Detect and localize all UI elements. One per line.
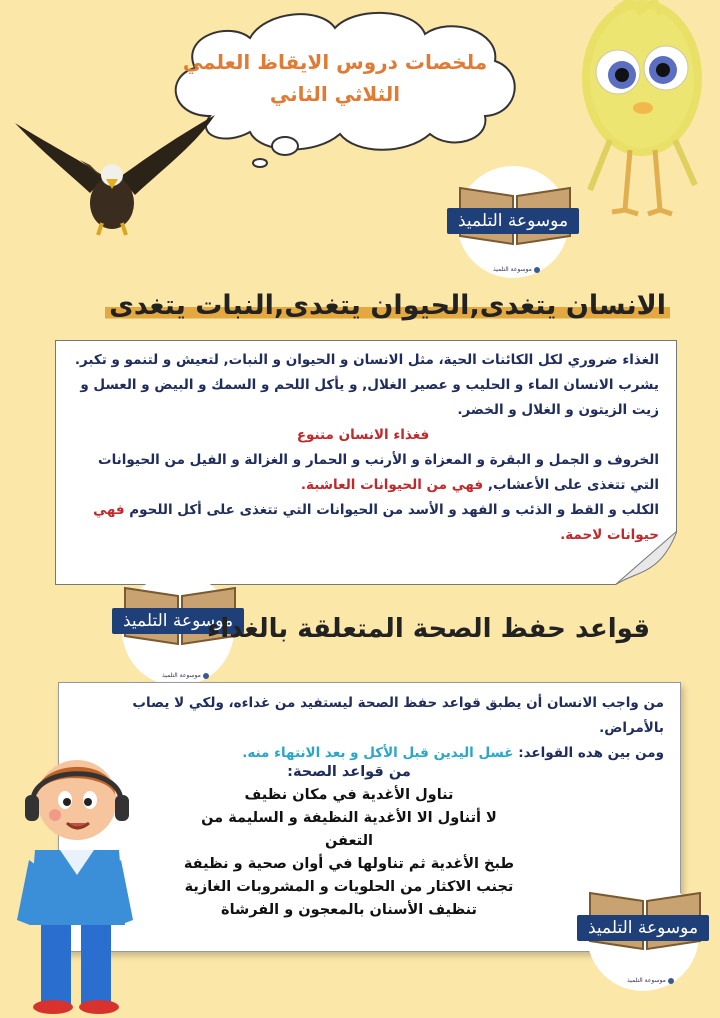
list-item: طبخ الأغدية ثم تناولها في أوان صحية و نظيفة xyxy=(183,856,515,872)
facebook-icon xyxy=(162,672,209,679)
health-rules-list xyxy=(179,761,519,922)
list-item: تجنب الاكثار من الحلويات و المشروبات الغازية xyxy=(184,879,514,895)
carnivores-text: الكلب و القط و الذئب و الفهد و الأسد من الحيوانات التي تتغذى على أكل اللحوم xyxy=(129,502,659,518)
section1-heading-text: الانسان يتغدى,الحيوان يتغدى,النبات يتغدى xyxy=(105,290,670,321)
section2-intro xyxy=(71,691,664,766)
section1-heading xyxy=(105,290,670,321)
cloud-title xyxy=(160,46,510,110)
yellow-bird-illustration xyxy=(570,0,710,225)
logo-fb-caption: موسوعة التلميذ xyxy=(493,266,532,273)
cloud-title-line1: ملخصات دروس الايقاظ العلمي xyxy=(182,50,488,74)
logo-banner: موسوعة التلميذ xyxy=(112,608,244,634)
logo-fb-caption: موسوعة التلميذ xyxy=(162,672,201,679)
cloud-title-line2: الثلاثي الثاني xyxy=(269,82,401,106)
book-logo xyxy=(575,875,715,993)
eagle-illustration xyxy=(10,105,220,240)
list-item: لا أتناول الا الأغدية النظيفة و السليمة من التعفن xyxy=(201,810,497,849)
section2-heading: قواعد حفظ الصحة المتعلقة بالغداء xyxy=(207,614,650,644)
logo-banner: موسوعة التلميذ xyxy=(447,208,579,234)
herbivores-text: الخروف و الجمل و البقرة و المعزاة و الأرنب و الحمار و الغزالة و الفيل من الحيوانات التي تتغذى على الأعشاب, xyxy=(98,452,659,493)
section1-paragraph-3 xyxy=(67,448,659,498)
handwashing-rule: غسل اليدين قبل الأكل و بعد الانتهاء منه. xyxy=(242,745,514,761)
section1-content xyxy=(67,348,659,548)
carnivores-conclusion: فهي حيوانات لاحمة. xyxy=(93,502,659,543)
logo-fb-caption: موسوعة التلميذ xyxy=(627,977,666,984)
list-item: تنظيف الأسنان بالمعجون و الفرشاة xyxy=(221,902,477,918)
boy-with-headphones-illustration xyxy=(15,755,135,1017)
section1-box xyxy=(55,340,677,585)
rules-label: ومن بين هده القواعد: xyxy=(518,745,664,761)
section1-subtitle: فغذاء الانسان متنوع xyxy=(296,427,430,443)
herbivores-conclusion: فهي من الحيوانات العاشبة. xyxy=(300,477,484,493)
section1-paragraph-2: يشرب الانسان الماء و الحليب و عصير الغلال, و يأكل اللحم و السمك و البيض و العسل و زيت الزيتون و الغلال و الخضر. xyxy=(80,377,659,418)
logo-banner: موسوعة التلميذ xyxy=(577,915,709,941)
section1-paragraph-4 xyxy=(67,498,659,548)
list-item: تناول الأغدية في مكان نظيف xyxy=(244,787,454,803)
facebook-icon xyxy=(493,266,540,273)
facebook-icon xyxy=(627,977,674,984)
health-rules-title: من قواعد الصحة: xyxy=(287,764,411,780)
section2-paragraph-1: من واجب الانسان أن يطبق قواعد حفظ الصحة ليستفيد من غداءه، ولكي لا يصاب بالأمراض. xyxy=(132,695,664,736)
section1-paragraph-1: الغذاء ضروري لكل الكائنات الحية، مثل الانسان و الحيوان و النبات, لتعيش و لتنمو و تكبر. xyxy=(74,352,659,368)
book-logo xyxy=(445,162,585,282)
